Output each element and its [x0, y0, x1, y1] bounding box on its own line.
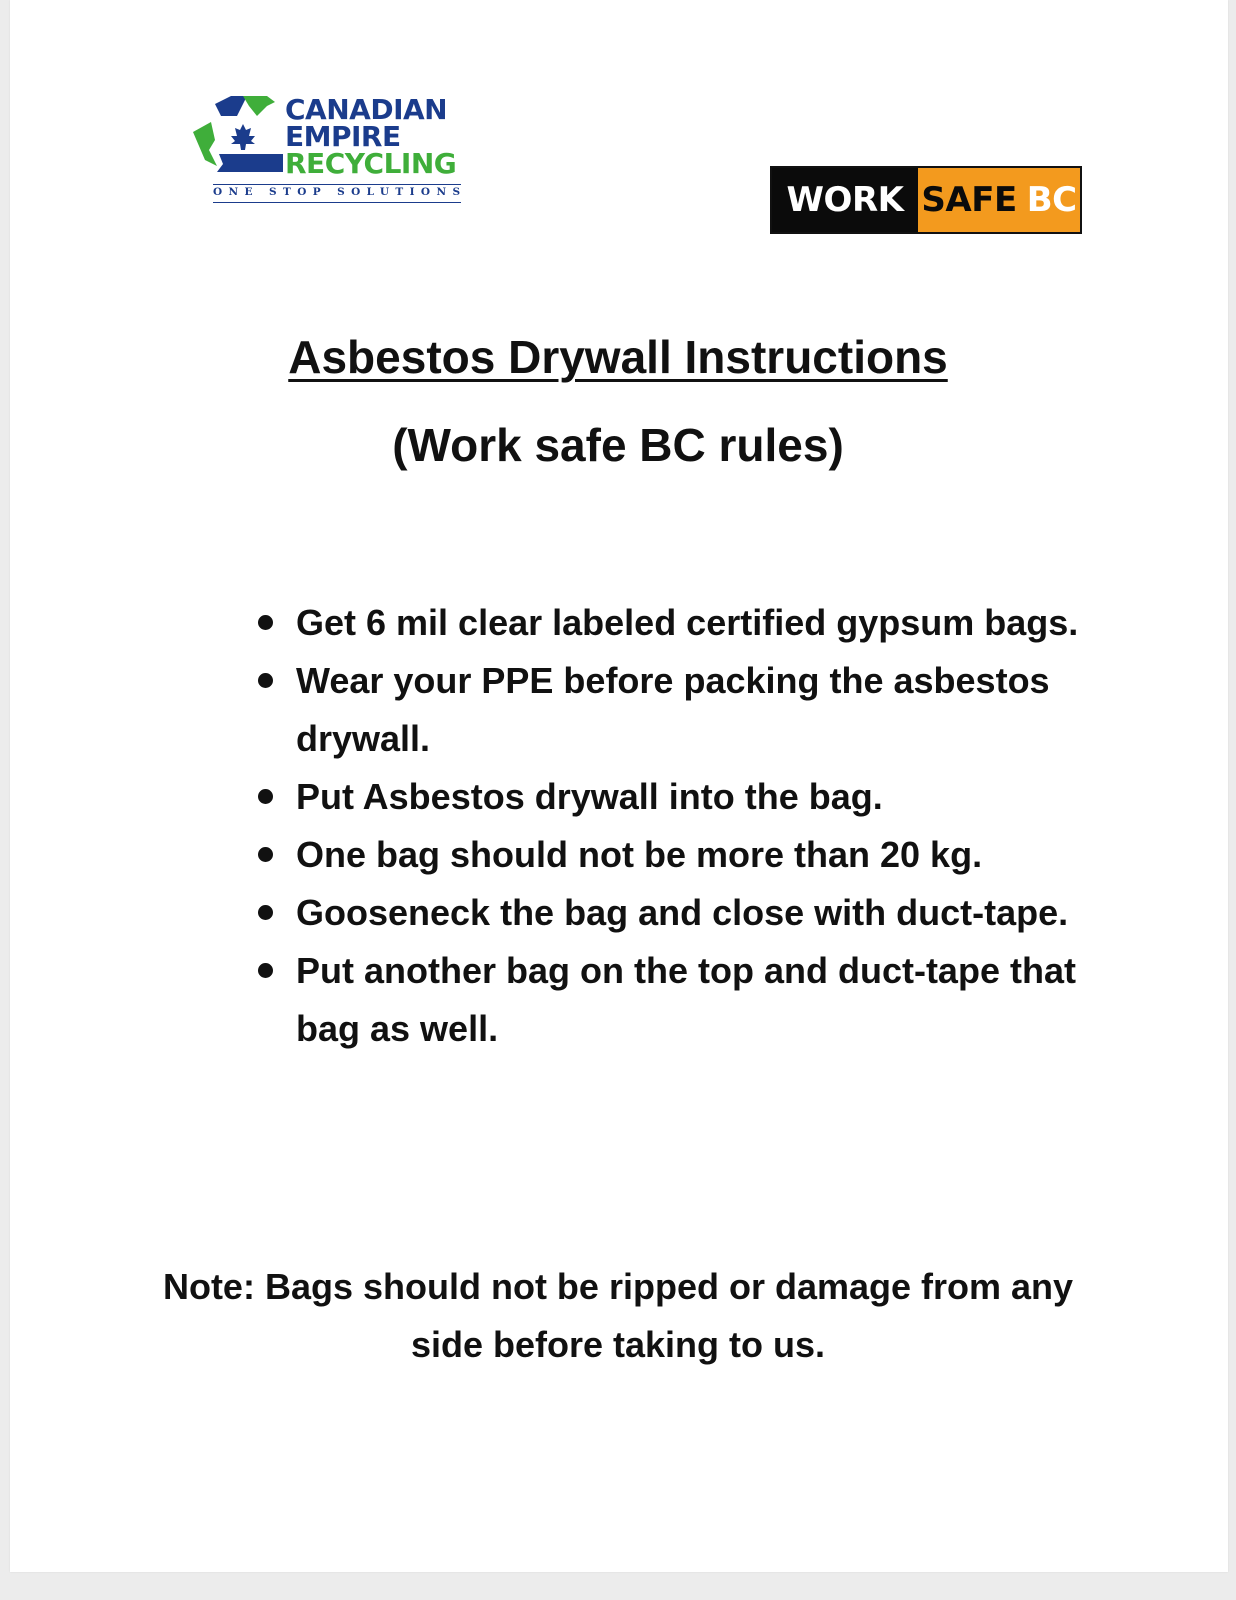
tagline-rule-top — [213, 184, 461, 185]
instruction-item: Gooseneck the bag and close with duct-tape. — [256, 884, 1086, 942]
cer-wordmark — [285, 93, 457, 180]
recycle-maple-leaf-icon — [193, 94, 285, 178]
note-text: Note: Bags should not be ripped or damage from any side before taking to us. — [162, 1266, 1074, 1365]
instruction-item: Put Asbestos drywall into the bag. — [256, 768, 1086, 826]
instruction-item: Get 6 mil clear labeled certified gypsum bags. — [256, 594, 1086, 652]
document-title — [0, 330, 1236, 384]
instruction-item: Wear your PPE before packing the asbestos drywall. — [256, 652, 1086, 768]
instruction-list — [256, 594, 1086, 1058]
instruction-item: One bag should not be more than 20 kg. — [256, 826, 1086, 884]
worksafe-work-text: WORK — [772, 168, 918, 232]
worksafe-orange-panel — [918, 168, 1080, 232]
instruction-item: Put another bag on the top and duct-tape that bag as well. — [256, 942, 1086, 1058]
cer-tagline: ONE STOP SOLUTIONS — [213, 186, 467, 198]
cer-line-recycling: RECYCLING — [285, 147, 457, 180]
document-subtitle: (Work safe BC rules) — [392, 419, 844, 471]
worksafe-safe-text: SAFE — [921, 180, 1017, 220]
worksafe-bc-logo — [770, 166, 1082, 234]
document-title-text: Asbestos Drywall Instructions — [288, 331, 948, 383]
cer-line-canadian: CANADIAN — [285, 93, 448, 126]
cer-line-empire: EMPIRE — [285, 120, 401, 153]
tagline-rule-bottom — [213, 202, 461, 203]
canadian-empire-recycling-logo — [193, 92, 465, 210]
worksafe-bc-text: BC — [1026, 180, 1077, 220]
